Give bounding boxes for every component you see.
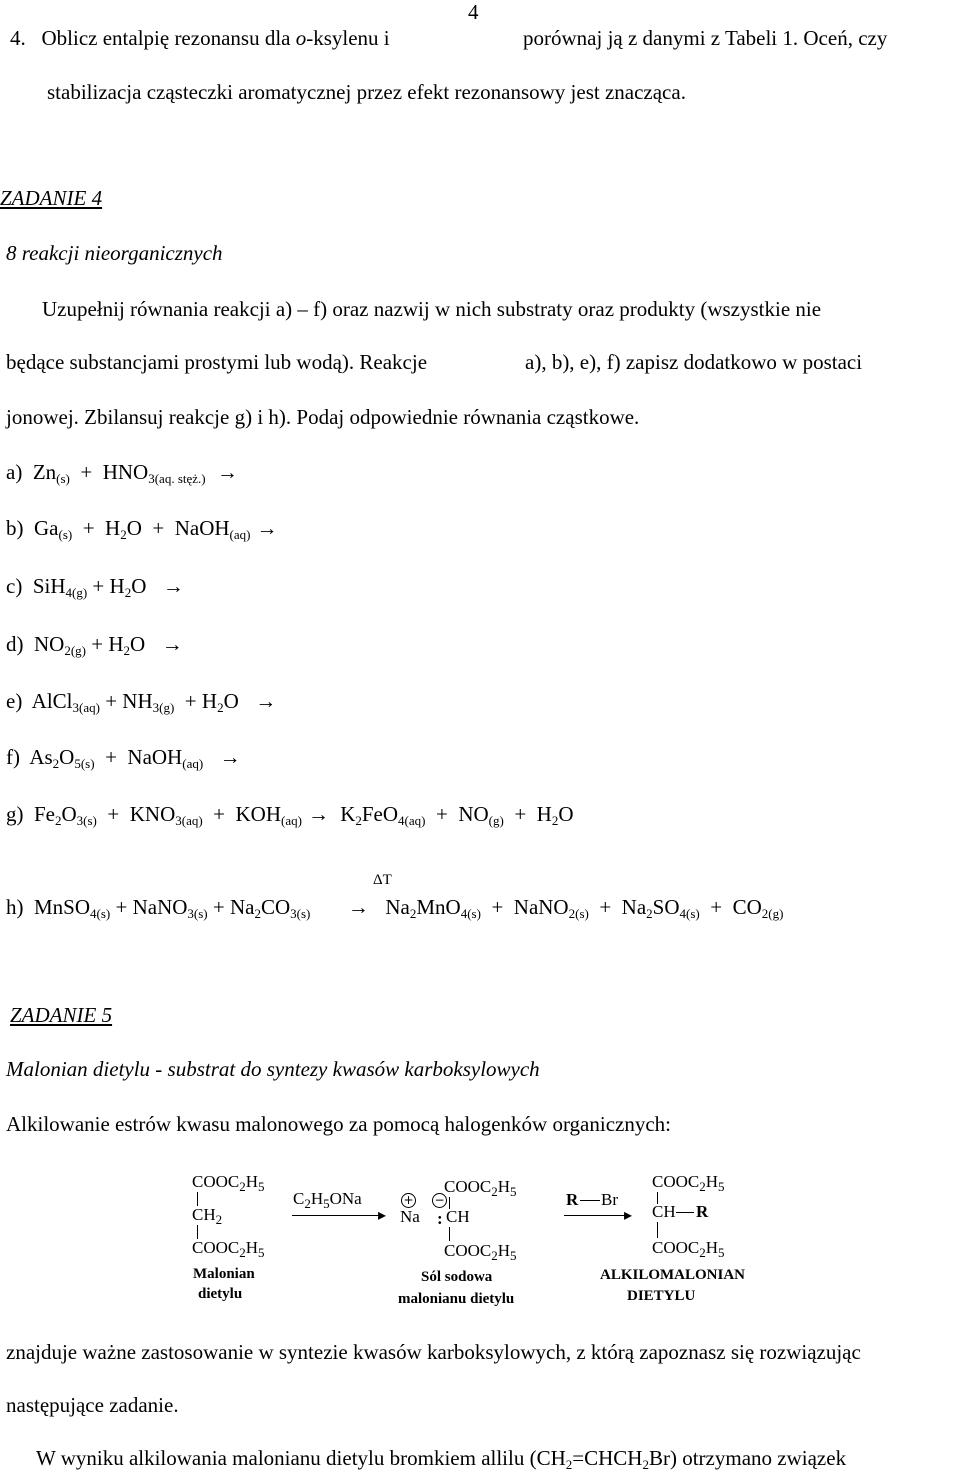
task-4-line-1-continued: porównaj ją z danymi z Tabeli 1. Oceń, czy (523, 26, 888, 50)
zadanie-5-subtitle: Malonian dietylu - substrat do syntezy kwasów karboksylowych (6, 1057, 540, 1081)
zadanie-4-intro-3: jonowej. Zbilansuj reakcje g) i h). Podaj odpowiednie równania cząstkowe. (6, 405, 640, 429)
equation-e: e) AlCl$_{3(aq)}$ + $NH_{3(g)} + H_2O$ → (6, 689, 277, 715)
arrow-2-shaft (564, 1215, 628, 1216)
m2-ch: CH (446, 1207, 470, 1226)
m1-ester-top: $COOC_2H_5$ (192, 1172, 265, 1194)
delta-t-label: ΔT (373, 872, 392, 888)
equation-b: b) $Ga_{(s)} + H_2O$ + NaOH$_{(aq)}$ → (6, 516, 278, 542)
m1-label-2: dietylu (198, 1286, 243, 1302)
lone-pair-icon: : (437, 1209, 443, 1228)
equation-c: c) $SiH_{4(g)} + H_2O$ → (6, 574, 184, 600)
equation-d: d) $NO_{2(g)} + H_2O$ → (6, 632, 183, 658)
m3-label-2: DIETYLU (627, 1288, 696, 1304)
zadanie-5-paragraph-3: W wyniku alkilowania malonianu dietylu bromkiem allilu $(CH_2=CHCH_2Br)$ otrzymano związek (36, 1446, 847, 1472)
zadanie-5-heading: ZADANIE 5 (10, 1003, 113, 1027)
m1-label-1: Malonian (193, 1266, 255, 1282)
item-number: 4. (10, 26, 26, 50)
m1-bond-bottom (197, 1225, 198, 1239)
reagent-br: Br (601, 1190, 618, 1209)
m3-ester-top: $COOC_2H_5$ (652, 1172, 725, 1194)
m2-bond-bottom (449, 1227, 450, 1241)
zadanie-4-subtitle: 8 reakcji nieorganicznych (6, 241, 223, 265)
m1-ch2: $CH_2$ (192, 1205, 223, 1227)
r-br-bond (580, 1200, 600, 1201)
m3-ester-bottom: $COOC_2H_5$ (652, 1238, 725, 1260)
m3-label-1: ALKILOMALONIAN (600, 1267, 746, 1283)
equation-h: h) MnSO$_{4(s)}$ + NaNO$_{3(s)}$ + $Na_2CO_{3(s)}$ → $Na_2MnO_{4(s)}$ + NaNO$_{2(s)}$ + $Na_2SO_{4(s)} + CO_{2(g)}$ (6, 895, 784, 921)
equation-f: f) $As_2O_{5(s)}$ + NaOH$_{(aq)}$ → (6, 745, 241, 771)
equation-a: a) $Zn_{(s)} + HNO_{3(aq. stęż.)}$ → (6, 460, 238, 486)
m2-ester-top: $COOC_2H_5$ (444, 1177, 517, 1199)
reagent-sodium-ethoxide: $C_2H_5ONa$ (293, 1189, 362, 1211)
m1-ester-bottom: $COOC_2H_5$ (192, 1238, 265, 1260)
m2-label-2: malonianu dietylu (398, 1291, 515, 1307)
arrow-1-head: ▸ (378, 1207, 387, 1224)
m3-ch-r-bond (676, 1212, 694, 1213)
m3-ch: CH (652, 1202, 676, 1221)
zadanie-4-intro-1: Uzupełnij równania reakcji a) – f) oraz nazwij w nich substraty oraz produkty (wszystkie nie (42, 297, 822, 321)
zadanie-4-heading: ZADANIE 4 (0, 186, 103, 210)
arrow-1-shaft (292, 1215, 382, 1216)
zadanie-5-paragraph-2: następujące zadanie. (6, 1393, 179, 1417)
page-number: 4 (468, 0, 479, 24)
m2-sodium: Na (400, 1207, 420, 1226)
m3-r: R (696, 1202, 709, 1221)
m2-label-1: Sól sodowa (421, 1269, 493, 1285)
equation-g: g) $Fe_2O_{3(s)} + KNO_{3(aq)} + KOH_{(aq)} \to K_2FeO_{4(aq)} + NO_{(g)} + H_2O$ (6, 802, 574, 828)
zadanie-5-intro: Alkilowanie estrów kwasu malonowego za pomocą halogenków organicznych: (6, 1112, 672, 1136)
zadanie-4-intro-2a: będące substancjami prostymi lub wodą). Reakcje (6, 350, 428, 374)
task-4-line-1: 4. Oblicz entalpię rezonansu dla o-ksylenu i (10, 26, 390, 50)
plus-charge-icon: + (401, 1193, 416, 1208)
m1-bond-top (197, 1192, 198, 1206)
minus-charge-icon: − (432, 1193, 447, 1208)
zadanie-5-paragraph-1: znajduje ważne zastosowanie w syntezie kwasów karboksylowych, z którą zapoznasz się rozwiązując (6, 1340, 861, 1364)
m3-bond-bottom (657, 1222, 658, 1238)
reagent-r: R (566, 1190, 579, 1209)
zadanie-4-intro-2b: a), b), e), f) zapisz dodatkowo w postaci (525, 350, 863, 374)
m2-ester-bottom: $COOC_2H_5$ (444, 1241, 517, 1263)
arrow-2-head: ▸ (624, 1207, 633, 1224)
task-4-line-2: stabilizacja cząsteczki aromatycznej przez efekt rezonansowy jest znacząca. (47, 80, 686, 104)
